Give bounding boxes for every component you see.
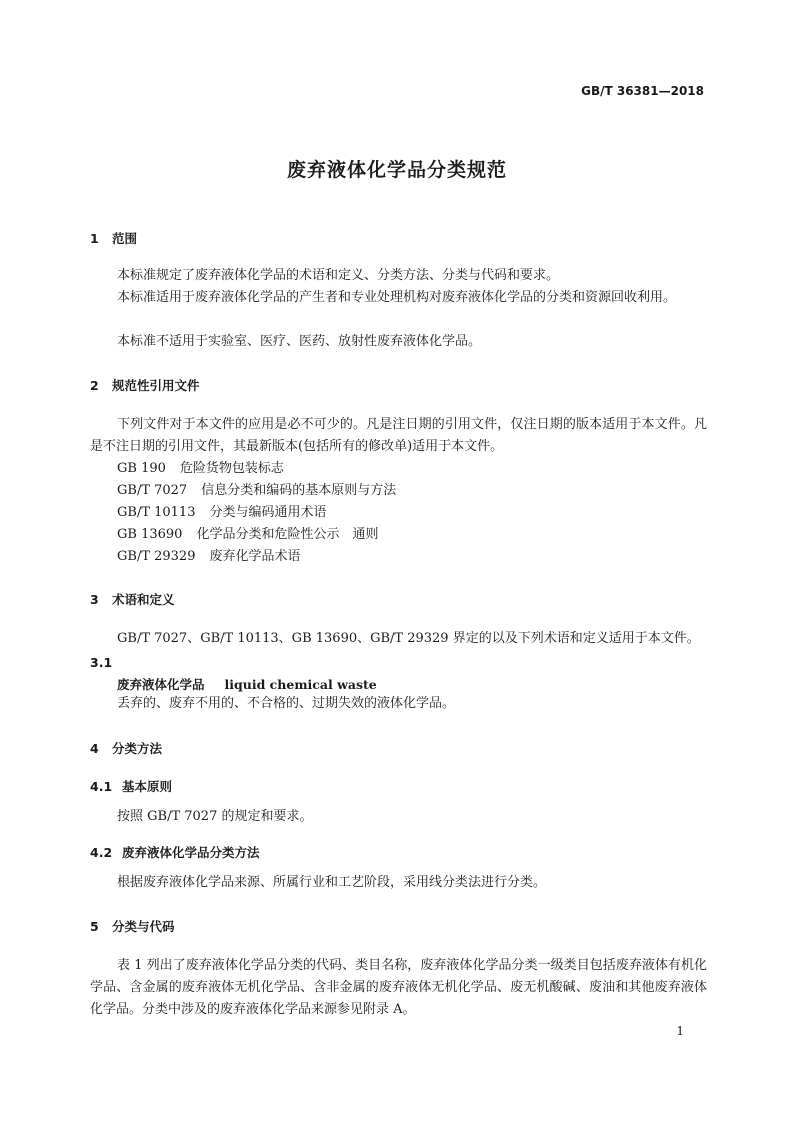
document-title: 废弃液体化学品分类规范 [286,159,507,181]
reference-item [117,524,378,546]
reference-title: 危险货物包装标志 [179,461,284,476]
section-2-heading [90,376,200,394]
section-number: 3 [90,592,99,607]
reference-code: GB 13690 [117,527,183,542]
reference-item [117,546,301,568]
reference-item [117,458,284,480]
subsection-4-2-heading [90,843,260,861]
section-4-heading [90,739,162,757]
section-title: 术语和定义 [112,592,175,607]
term-definition: 丢弃的、废弃不用的、不合格的、过期失效的液体化学品。 [117,696,456,711]
reference-item [117,502,327,524]
section-number: 1 [90,231,99,246]
section-title: 分类与代码 [112,919,175,934]
reference-code: GB/T 29329 [117,549,196,564]
term-number: 3.1 [90,655,113,670]
paragraph: 下列文件对于本文件的应用是必不可少的。凡是注日期的引用文件，仅注日期的版本适用于本文件。凡是不注日期的引用文件，其最新版本(包括所有的修改单)适用于本文件。 [90,417,707,454]
subsection-number: 4.1 [90,779,113,794]
section-5-heading [90,917,175,935]
subsection-number: 4.2 [90,845,113,860]
reference-title: 化学品分类和危险性公示 [196,527,340,542]
term-chinese: 废弃液体化学品 [117,677,205,692]
reference-code: GB 190 [117,461,166,476]
paragraph: 本标准不适用于实验室、医疗、医药、放射性废弃液体化学品。 [117,334,482,349]
section-title: 分类方法 [112,741,163,756]
reference-code: GB/T 7027 [117,483,188,498]
reference-item [117,480,396,502]
section-3-heading [90,590,175,608]
reference-title: 废弃化学品术语 [209,549,301,564]
paragraph: 按照 GB/T 7027 的规定和要求。 [117,809,313,824]
paragraph: 根据废弃液体化学品来源、所属行业和工艺阶段，采用线分类法进行分类。 [117,875,547,890]
section-1-heading [90,229,137,247]
section-title: 范围 [112,231,138,246]
document-code: GB/T 36381—2018 [581,84,704,98]
paragraph: 表 1 列出了废弃液体化学品分类的代码、类目名称，废弃液体化学品分类一级类目包括废弃液体有机化学品、含金属的废弃液体无机化学品、含非金属的废弃液体无机化学品、废无机酸碱、废油和其他废弃液体化学品。分类中涉及的废弃液体化学品来源参见附录 A。 [90,958,707,1017]
section-number: 2 [90,378,99,393]
paragraph: 本标准规定了废弃液体化学品的术语和定义、分类方法、分类与代码和要求。 [117,268,560,283]
reference-title: 信息分类和编码的基本原则与方法 [201,483,397,498]
term-entry [117,675,377,693]
reference-code: GB/T 10113 [117,505,196,520]
section-title: 规范性引用文件 [112,378,200,393]
reference-title-part: 通则 [352,527,379,542]
subsection-title: 废弃液体化学品分类方法 [122,845,260,860]
section-number: 5 [90,919,99,934]
section-number: 4 [90,741,99,756]
reference-title: 分类与编码通用术语 [209,505,327,520]
paragraph: 本标准适用于废弃液体化学品的产生者和专业处理机构对废弃液体化学品的分类和资源回收利用。 [117,290,677,305]
subsection-4-1-heading [90,777,172,795]
paragraph: GB/T 7027、GB/T 10113、GB 13690、GB/T 29329 界定的以及下列术语和定义适用于本文件。 [117,631,700,646]
subsection-title: 基本原则 [122,779,173,794]
term-english: liquid chemical waste [224,677,377,692]
page-number: 1 [676,1024,684,1038]
